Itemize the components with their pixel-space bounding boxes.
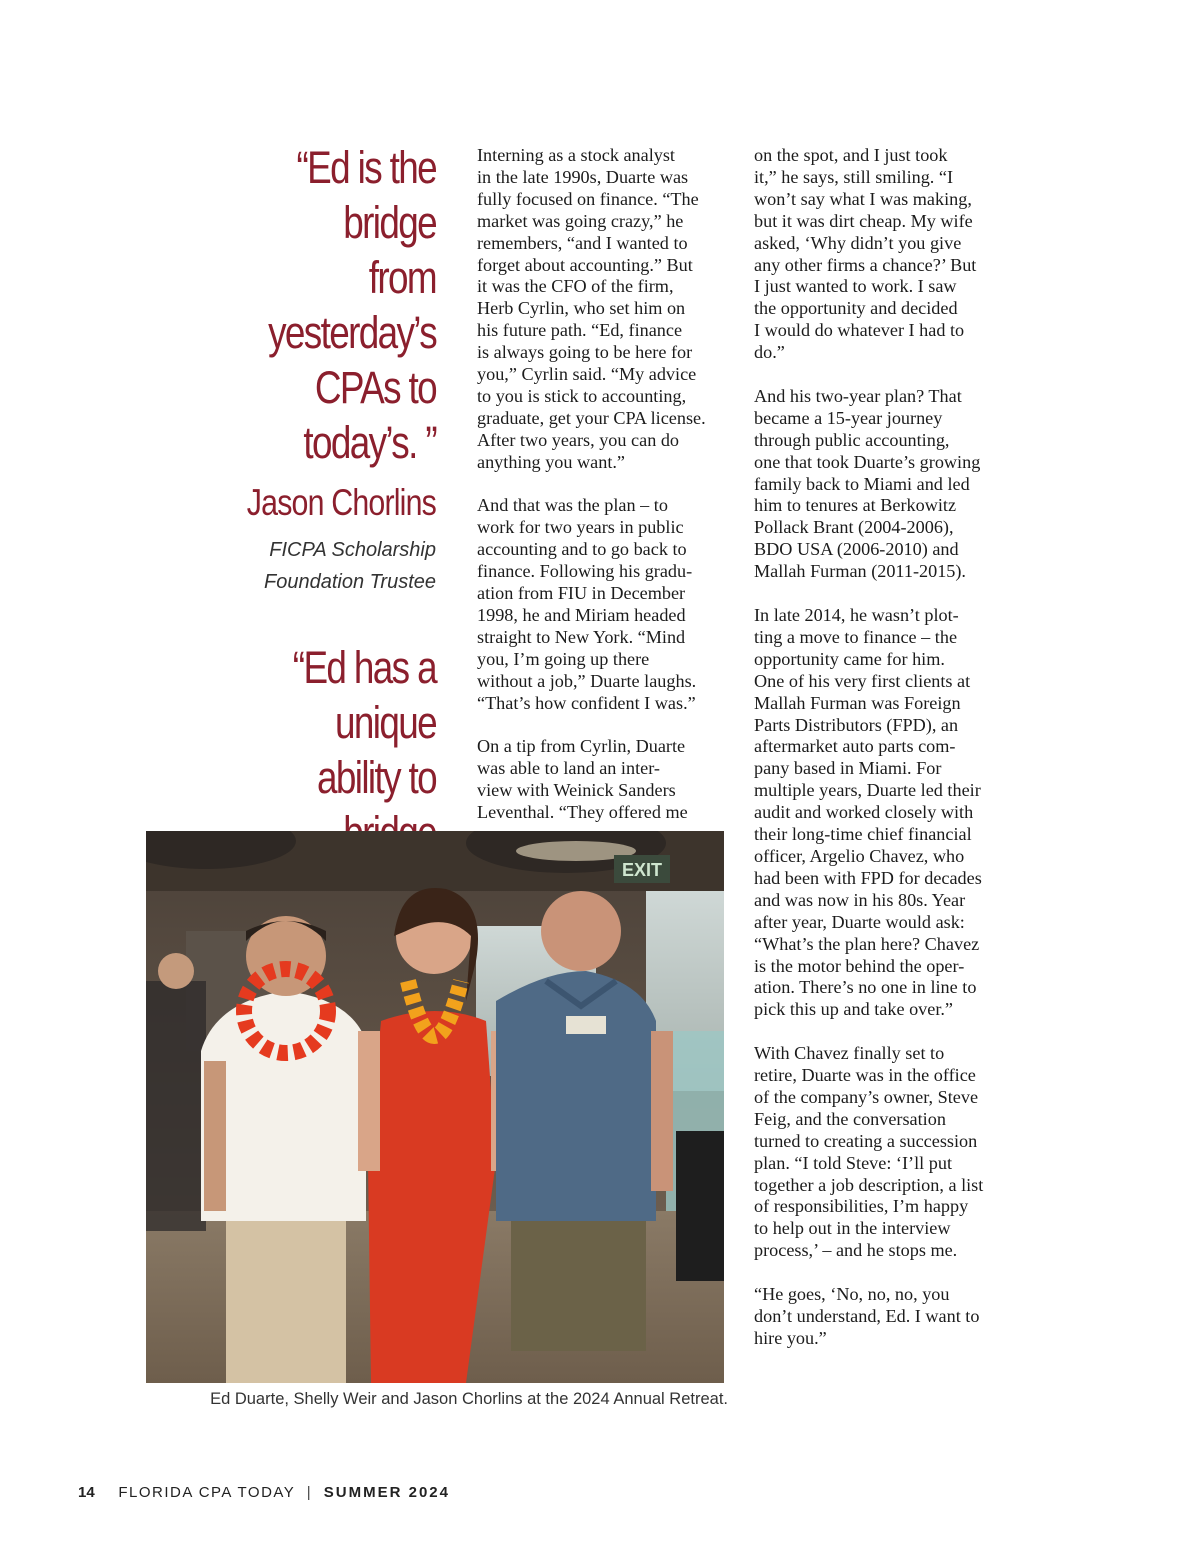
page-footer xyxy=(78,1484,450,1501)
exit-sign: EXIT xyxy=(621,860,663,880)
publication-name: FLORIDA CPA TODAY xyxy=(118,1484,296,1501)
article-paragraph: Interning as a stock analyst in the late 1990s, Duarte was fully focused on finance. “The market was going crazy,” he remembers, “and I wanted to forget about accounting.” But it was the CFO of the firm, Herb Cyrlin, who set him on his future path. “Ed, finance is always going to be here for you,” Cyrlin said. “My advice to you is stick to accounting, graduate, get your CPA license. After two years, you can do anything you want.” xyxy=(477,145,706,472)
footer-separator: | xyxy=(306,1484,313,1501)
pull-quote-line: CPAs to today’s. ” xyxy=(303,362,436,468)
article-paragraph: In late 2014, he wasn’t plot- ting a move to finance – the opportunity came for him. One of his very first clients at Mallah Furman was Foreign Parts Distributors (FPD), an aftermarket auto parts com- pany based in Miami. For multiple years, Duarte led their audit and worked closely with their long-time chief financial officer, Argelio Chavez, who had been with FPD for decades and was now in his 80s. Year after year, Duarte would ask: “What’s the plan here? Chavez is the motor behind the oper- ation. There’s no one in line to pick this up and take over.” xyxy=(754,605,982,1020)
article-paragraph: “He goes, ‘No, no, no, you don’t understand, Ed. I want to hire you.” xyxy=(754,1284,980,1348)
article-paragraph: And his two-year plan? That became a 15-year journey through public accounting, one that took Duarte’s growing family back to Miami and led him to tenures at Berkowitz Pollack Brant (2004-2006), BDO USA (2006-2010) and Mallah Furman (2011-2015). xyxy=(754,385,981,582)
article-paragraph: On a tip from Cyrlin, Duarte was able to land an inter- view with Weinick Sanders Leventhal. “They offered me xyxy=(477,736,688,823)
pull-quote-line: “Ed has a unique xyxy=(292,642,436,748)
article-paragraph: With Chavez finally set to retire, Duarte was in the office of the company’s owner, Steve Feig, and the conversation turned to creating a succession plan. “I told Steve: ‘I’ll put together a job description, a list of responsibilities, I’m happy to help out in the interview process,’ – and he stops me. xyxy=(754,1043,984,1261)
pull-quote-line: ability to xyxy=(317,752,436,803)
page-number: 14 xyxy=(78,1484,95,1501)
article-column-2 xyxy=(754,145,1016,1372)
pull-quote-line: from yesterday’s xyxy=(268,252,436,358)
article-paragraph: And that was the plan – to work for two years in public accounting and to go back to finance. Following his gradu- ation from FIU in December 1998, he and Miriam headed straight to New York. “Mind you, I’m going up there without a job,” Duarte laughs. “That’s how confident I was.” xyxy=(477,495,697,713)
pull-quote-title-line: Foundation Trustee xyxy=(264,571,436,593)
article-paragraph: on the spot, and I just took it,” he says, still smiling. “I won’t say what I was making, but it was dirt cheap. My wife asked, ‘Why didn’t you give any other firms a chance?’ But I just wanted to work. I saw the opportunity and decided I would do whatever I had to do.” xyxy=(754,145,977,363)
article-column-1 xyxy=(477,145,737,846)
event-photo xyxy=(146,831,724,1383)
pull-quote-1 xyxy=(170,140,436,598)
photo-caption: Ed Duarte, Shelly Weir and Jason Chorlins at the 2024 Annual Retreat. xyxy=(210,1390,728,1408)
pull-quote-line: “Ed is the bridge xyxy=(296,142,436,248)
pull-quote-attribution: Jason Chorlins xyxy=(246,482,436,523)
pull-quote-title xyxy=(170,534,436,598)
issue-label: SUMMER 2024 xyxy=(323,1484,450,1501)
pull-quote-title-line: FICPA Scholarship xyxy=(269,539,436,561)
